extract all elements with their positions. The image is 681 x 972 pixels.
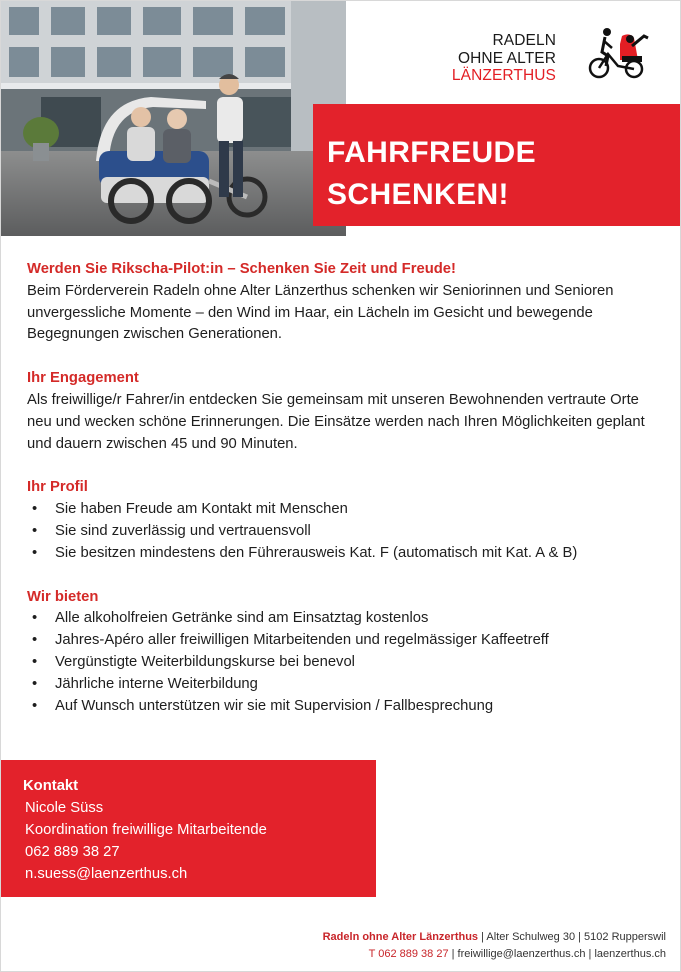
list-item: • Vergünstigte Weiterbildungskurse bei benevol — [27, 652, 667, 674]
bieten-heading: Wir bieten — [27, 588, 99, 605]
profil-heading: Ihr Profil — [27, 479, 88, 496]
engagement-section — [27, 368, 667, 455]
list-item: • Auf Wunsch unterstützen wir sie mit Supervision / Fallbesprechung — [27, 696, 667, 718]
footer-org: Radeln ohne Alter Länzerthus — [322, 931, 479, 943]
engagement-heading: Ihr Engagement — [27, 370, 139, 387]
contact-phone[interactable]: 062 889 38 27 — [25, 844, 120, 860]
list-item: • Sie besitzen mindestens den Führerausweis Kat. F (automatisch mit Kat. A & B) — [27, 543, 667, 565]
bieten-section — [27, 587, 667, 718]
footer-phone: T 062 889 38 27 — [368, 948, 449, 960]
list-item: • Sie sind zuverlässig und vertrauensvoll — [27, 521, 667, 543]
headline-line-2: SCHENKEN! — [327, 178, 509, 211]
engagement-text: Als freiwillige/r Fahrer/in entdecken Sie gemeinsam mit unseren Bewohnenden vertraute Orte neu und wecken schöne Erinnerungen. Die Einsätze werden nach Ihren Möglichkeiten geplant und dauern zwischen 45 und 90 Minuten. — [27, 391, 645, 452]
profil-list — [27, 499, 667, 564]
logo — [432, 26, 652, 86]
intro-text: Beim Förderverein Radeln ohne Alter Länzerthus schenken wir Seniorinnen und Senioren unvergessliche Momente – den Wind im Haar, ein Lächeln im Gesicht und bewegende Begegnungen zwischen Generationen. — [27, 282, 614, 343]
intro-section — [27, 259, 667, 346]
contact-name: Nicole Süss — [25, 800, 104, 816]
logo-line-3: LÄNZERTHUS — [451, 67, 556, 84]
contact-box — [1, 760, 376, 897]
footer-contacts[interactable]: | freiwillige@laenzerthus.ch | laenzerthus.ch — [448, 948, 666, 960]
rickshaw-logo-icon — [586, 26, 652, 80]
logo-line-2: OHNE ALTER — [457, 49, 556, 67]
headline-line-1: FAHRFREUDE — [327, 136, 537, 169]
main-content — [27, 259, 667, 739]
footer — [323, 929, 666, 963]
headline-banner — [313, 104, 681, 226]
headline — [327, 132, 536, 216]
list-item: • Jährliche interne Weiterbildung — [27, 674, 667, 696]
footer-line-2 — [323, 946, 666, 963]
contact-email[interactable]: n.suess@laenzerthus.ch — [25, 866, 188, 882]
contact-title: Kontakt — [23, 778, 79, 794]
intro-heading: Werden Sie Rikscha-Pilot:in – Schenken Sie Zeit und Freude! — [27, 261, 456, 277]
list-item: • Alle alkoholfreien Getränke sind am Einsatztag kostenlos — [27, 608, 667, 630]
bieten-list — [27, 608, 667, 717]
profil-section — [27, 477, 667, 564]
logo-wordmark — [452, 32, 556, 85]
contact-role: Koordination freiwillige Mitarbeitende — [25, 822, 267, 838]
rickshaw-photo — [1, 1, 346, 236]
footer-address: | Alter Schulweg 30 | 5102 Rupperswil — [478, 931, 666, 943]
list-item: • Jahres-Apéro aller freiwilligen Mitarbeitenden und regelmässiger Kaffeetreff — [27, 630, 667, 652]
list-item: • Sie haben Freude am Kontakt mit Menschen — [27, 499, 667, 521]
footer-line-1 — [323, 929, 666, 946]
logo-line-1: RADELN — [492, 32, 556, 49]
